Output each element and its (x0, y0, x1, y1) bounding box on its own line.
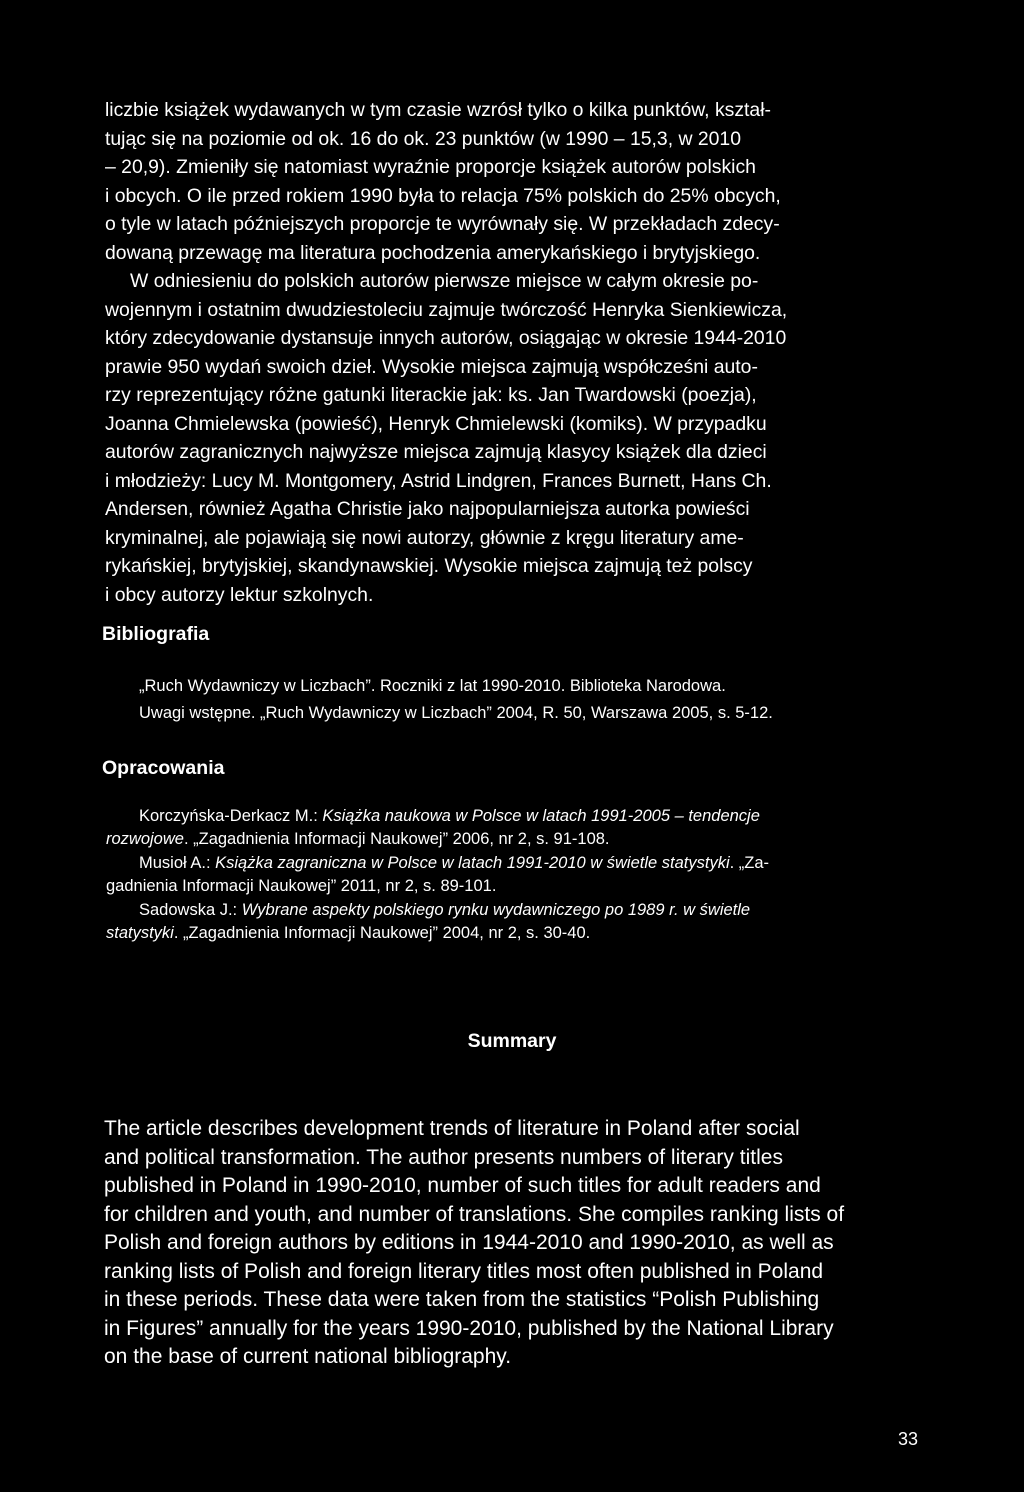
body-line: autorów zagranicznych najwyższe miejsca zajmują klasycy książek dla dzieci (105, 441, 767, 463)
reference-title: Wybrane aspekty polskiego rynku wydawniczego po 1989 r. w świetle (241, 901, 751, 919)
reference-entry: Sadowska J.: Wybrane aspekty polskiego rynku wydawniczego po 1989 r. w świetle (139, 901, 751, 919)
reference-title: rozwojowe (106, 830, 184, 848)
reference-source: . „Zagadnienia Informacji Naukowej” 2006, nr 2, s. 91-108. (183, 830, 610, 848)
reference-author: Sadowska J. (139, 901, 233, 919)
summary-line: on the base of current national bibliography. (104, 1345, 512, 1368)
body-line: i obcy autorzy lektur szkolnych. (105, 584, 374, 606)
reference-author: Korczyńska-Derkacz M. (139, 807, 314, 825)
body-line: który zdecydowanie dystansuje innych autorów, osiągając w okresie 1944-2010 (105, 327, 787, 349)
body-line: prawie 950 wydań swoich dzieł. Wysokie miejsca zajmują współcześni auto- (105, 356, 758, 378)
summary-line: ranking lists of Polish and foreign literary titles most often published in Poland (104, 1260, 824, 1283)
body-line: tując się na poziomie od ok. 16 do ok. 23 punktów (w 1990 – 15,3, w 2010 (105, 128, 741, 150)
reference-entry-continuation (106, 923, 590, 944)
summary-line: Polish and foreign authors by editions in 1944-2010 and 1990-2010, as well as (104, 1231, 834, 1254)
summary-line: and political transformation. The author presents numbers of literary titles (104, 1146, 783, 1169)
reference-source: . „Zagadnienia Informacji Naukowej” 2004, nr 2, s. 30-40. (173, 924, 591, 942)
reference-title: statystyki (106, 924, 174, 942)
reference-entry: Korczyńska-Derkacz M.: Książka naukowa w Polsce w latach 1991-2005 – tendencje (139, 807, 760, 825)
body-line: W odniesieniu do polskich autorów pierwsze miejsce w całym okresie po- (130, 270, 759, 292)
summary-heading: Summary (467, 1030, 557, 1052)
section-heading-opracowania: Opracowania (102, 757, 225, 779)
summary-line: The article describes development trends of literature in Poland after social (104, 1117, 800, 1140)
summary-line: in Figures” annually for the years 1990-2010, published by the National Library (104, 1317, 834, 1340)
body-line: i młodzieży: Lucy M. Montgomery, Astrid Lindgren, Frances Burnett, Hans Ch. (105, 470, 772, 492)
summary-line: in these periods. These data were taken from the statistics “Polish Publishing (104, 1288, 820, 1311)
body-line: dowaną przewagę ma literatura pochodzenia amerykańskiego i brytyjskiego. (105, 242, 761, 264)
body-line: rzy reprezentujący różne gatunki literackie jak: ks. Jan Twardowski (poezja), (105, 384, 757, 406)
reference-title: Książka zagraniczna w Polsce w latach 1991-2010 w świetle statystyki (215, 854, 730, 872)
reference-entry: Musioł A.: Książka zagraniczna w Polsce w latach 1991-2010 w świetle statystyki. „Za- (139, 854, 770, 872)
section-heading-bibliografia: Bibliografia (102, 623, 210, 645)
reference-entry-continuation: gadnienia Informacji Naukowej” 2011, nr 2, s. 89-101. (106, 877, 497, 895)
body-line: kryminalnej, ale pojawiają się nowi autorzy, głównie z kręgu literatury ame- (105, 527, 744, 549)
body-line: Andersen, również Agatha Christie jako najpopularniejsza autorka powieści (105, 498, 750, 520)
bibliography-entry-line: „Ruch Wydawniczy w Liczbach”. Roczniki z lat 1990-2010. Biblioteka Narodowa. (139, 677, 726, 695)
body-line: i obcych. O ile przed rokiem 1990 była to relacja 75% polskich do 25% obcych, (105, 185, 781, 207)
reference-entry-continuation (106, 829, 610, 850)
body-line: o tyle w latach późniejszych proporcje te wyrównały się. W przekładach zdecy- (105, 213, 780, 235)
summary-line: for children and youth, and number of translations. She compiles ranking lists of (104, 1203, 845, 1226)
body-line: liczbie książek wydawanych w tym czasie wzrósł tylko o kilka punktów, kształ- (105, 99, 771, 121)
page-number: 33 (898, 1429, 919, 1449)
bibliography-entry-line: Uwagi wstępne. „Ruch Wydawniczy w Liczbach” 2004, R. 50, Warszawa 2005, s. 5-12. (139, 704, 773, 722)
body-line: rykańskiej, brytyjskiej, skandynawskiej. Wysokie miejsca zajmują też polscy (105, 555, 753, 577)
body-line: – 20,9). Zmieniły się natomiast wyraźnie proporcje książek autorów polskich (105, 156, 756, 178)
summary-line: published in Poland in 1990-2010, number of such titles for adult readers and (104, 1174, 821, 1197)
body-line: wojennym i ostatnim dwudziestoleciu zajmuje twórczość Henryka Sienkiewicza, (105, 299, 788, 321)
reference-source: . „Za- (729, 854, 770, 872)
reference-author: Musioł A. (139, 854, 206, 872)
body-line: Joanna Chmielewska (powieść), Henryk Chmielewski (komiks). W przypadku (105, 413, 767, 435)
reference-title: Książka naukowa w Polsce w latach 1991-2005 – tendencje (322, 807, 760, 825)
